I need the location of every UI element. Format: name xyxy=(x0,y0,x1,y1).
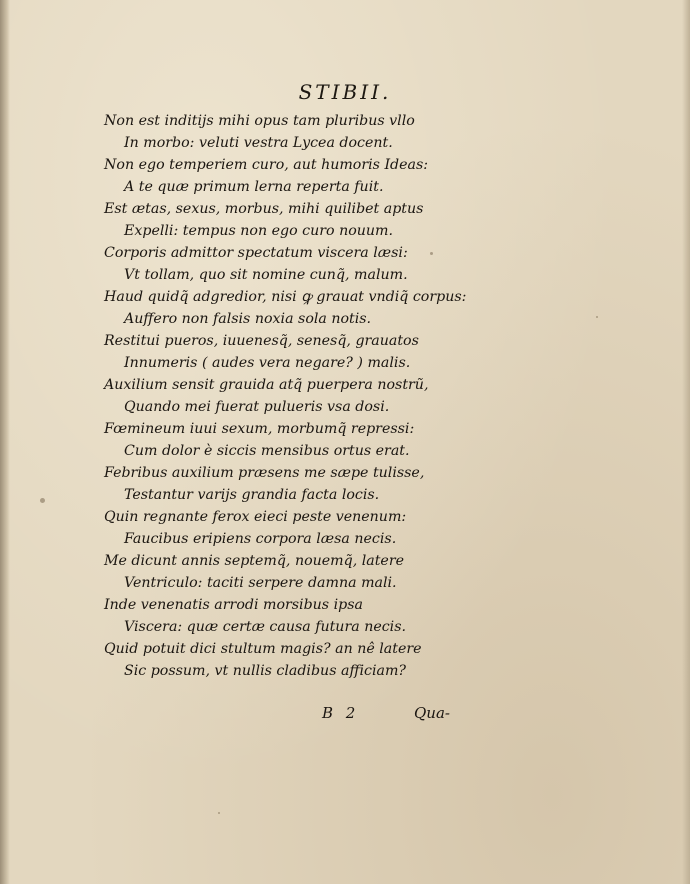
verse-line: In morbo: veluti vestra Lycea docent. xyxy=(124,135,393,151)
verse-line: Ventriculo: taciti serpere damna mali. xyxy=(124,575,397,591)
verse-line: Non ego temperiem curo, aut humoris Ideas: xyxy=(104,157,429,173)
running-head: STIBII. xyxy=(298,80,392,104)
verse-line: Vt tollam, quo sit nomine cunq̃, malum. xyxy=(124,267,408,283)
verse-line: Sic possum, vt nullis cladibus afficiam? xyxy=(124,663,407,679)
verse-line: Quid potuit dici stultum magis? an nê latere xyxy=(104,641,422,657)
verse-line: Quin regnante ferox eieci peste venenum: xyxy=(104,509,407,525)
verse-line: Corporis admittor spectatum viscera læsi: xyxy=(104,245,408,261)
verse-line: Innumeris ( audes vera negare? ) malis. xyxy=(124,355,411,371)
verse-line: Restitui pueros, iuuenesq̃, senesq̃, grauatos xyxy=(104,333,419,349)
verse-line: Auffero non falsis noxia sola notis. xyxy=(124,311,372,327)
verse-line: Non est inditijs mihi opus tam pluribus vllo xyxy=(104,113,415,129)
verse-line: Auxilium sensit grauida atq̃ puerpera nostrũ, xyxy=(104,377,429,393)
page-binding-edge xyxy=(0,0,10,884)
paper-speck xyxy=(218,812,220,814)
verse-line: Quando mei fuerat pulueris vsa dosi. xyxy=(124,399,390,415)
verse-line: Cum dolor è siccis mensibus ortus erat. xyxy=(124,443,410,459)
verse-line: Expelli: tempus non ego curo nouum. xyxy=(124,223,393,239)
paper-speck xyxy=(430,252,433,255)
verse-line: Est ætas, sexus, morbus, mihi quilibet aptus xyxy=(104,201,424,217)
page-right-edge xyxy=(682,0,690,884)
verse-line: Viscera: quæ certæ causa futura necis. xyxy=(124,619,406,635)
verse-line: A te quæ primum lerna reperta fuit. xyxy=(124,179,384,195)
verse-line: Haud quidq̃ adgredior, nisi ꝙ grauat vndiq̃ corpus: xyxy=(104,289,467,305)
verse-line: Inde venenatis arrodi morsibus ipsa xyxy=(104,597,363,613)
paper-speck xyxy=(40,498,45,503)
catchword: Qua- xyxy=(414,704,450,722)
verse-line: Me dicunt annis septemq̃, nouemq̃, latere xyxy=(104,553,404,569)
verse-line: Febribus auxilium præsens me sæpe tulisse, xyxy=(104,465,425,481)
verse-line: Faucibus eripiens corpora læsa necis. xyxy=(124,531,397,547)
verse-line: Testantur varijs grandia facta locis. xyxy=(124,487,380,503)
paper-speck xyxy=(596,316,598,318)
verse-line: Fœmineum iuui sexum, morbumq̃ repressi: xyxy=(104,421,415,437)
catchline xyxy=(0,704,690,726)
signature-mark: B 2 xyxy=(322,704,360,722)
